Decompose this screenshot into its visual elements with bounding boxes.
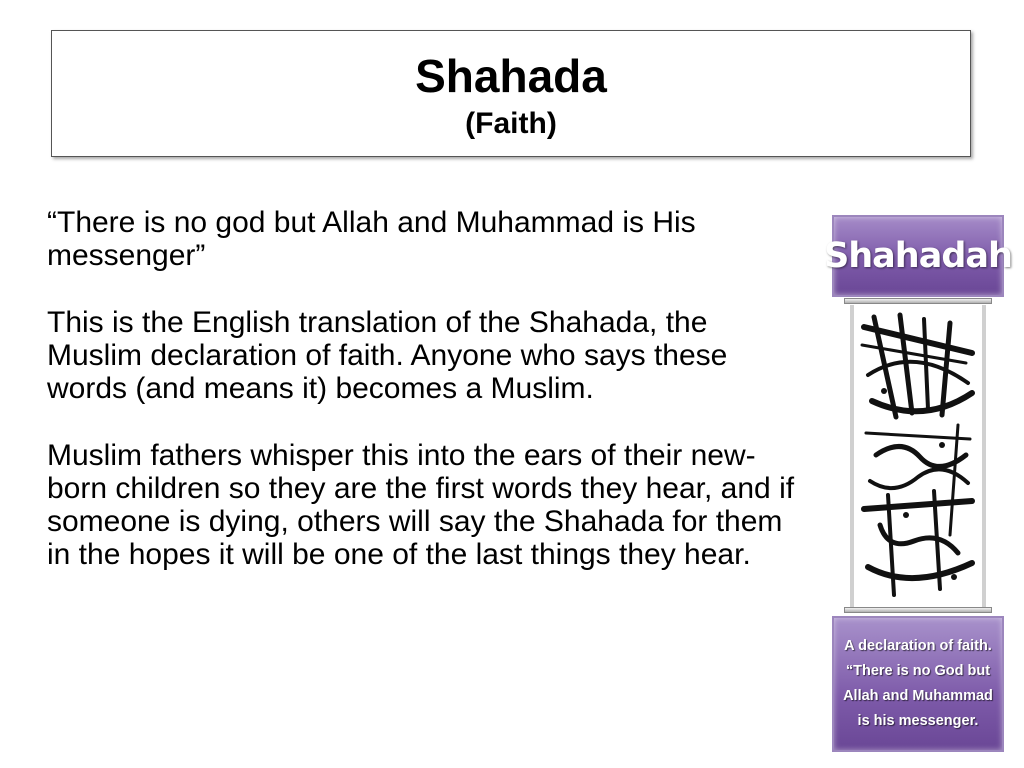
banner-heading — [824, 215, 1012, 297]
caption-line: Allah and Muhammad — [843, 688, 993, 704]
arabic-calligraphy-icon — [850, 305, 986, 607]
slide-subtitle: (Faith) — [465, 107, 557, 140]
caption-line: is his messenger. — [857, 713, 979, 729]
caption-line: “There is no God but — [845, 663, 991, 679]
title-box — [51, 30, 971, 157]
banner-rod-bottom — [844, 607, 992, 613]
caption-line: A declaration of faith. — [844, 638, 992, 654]
banner-caption — [832, 616, 1004, 752]
calligraphy-artwork — [854, 305, 982, 607]
body-text — [47, 206, 807, 605]
tradition-paragraph: Muslim fathers whisper this into the ears of their new-born children so they are the first words they hear, and if someone is dying, others will say the Shahada for them in the hopes it will be one of the last things they hear. — [47, 439, 795, 571]
slide-title: Shahada — [415, 50, 607, 102]
shahadah-banner — [824, 215, 1012, 752]
banner-heading-text: Shahadah — [824, 236, 1012, 276]
quote-paragraph: “There is no god but Allah and Muhammad is His messenger” — [47, 206, 696, 272]
translation-paragraph: This is the English translation of the Shahada, the Muslim declaration of faith. Anyone who says these words (and means it) becomes a Muslim. — [47, 306, 728, 405]
banner-rod-top — [844, 298, 992, 304]
